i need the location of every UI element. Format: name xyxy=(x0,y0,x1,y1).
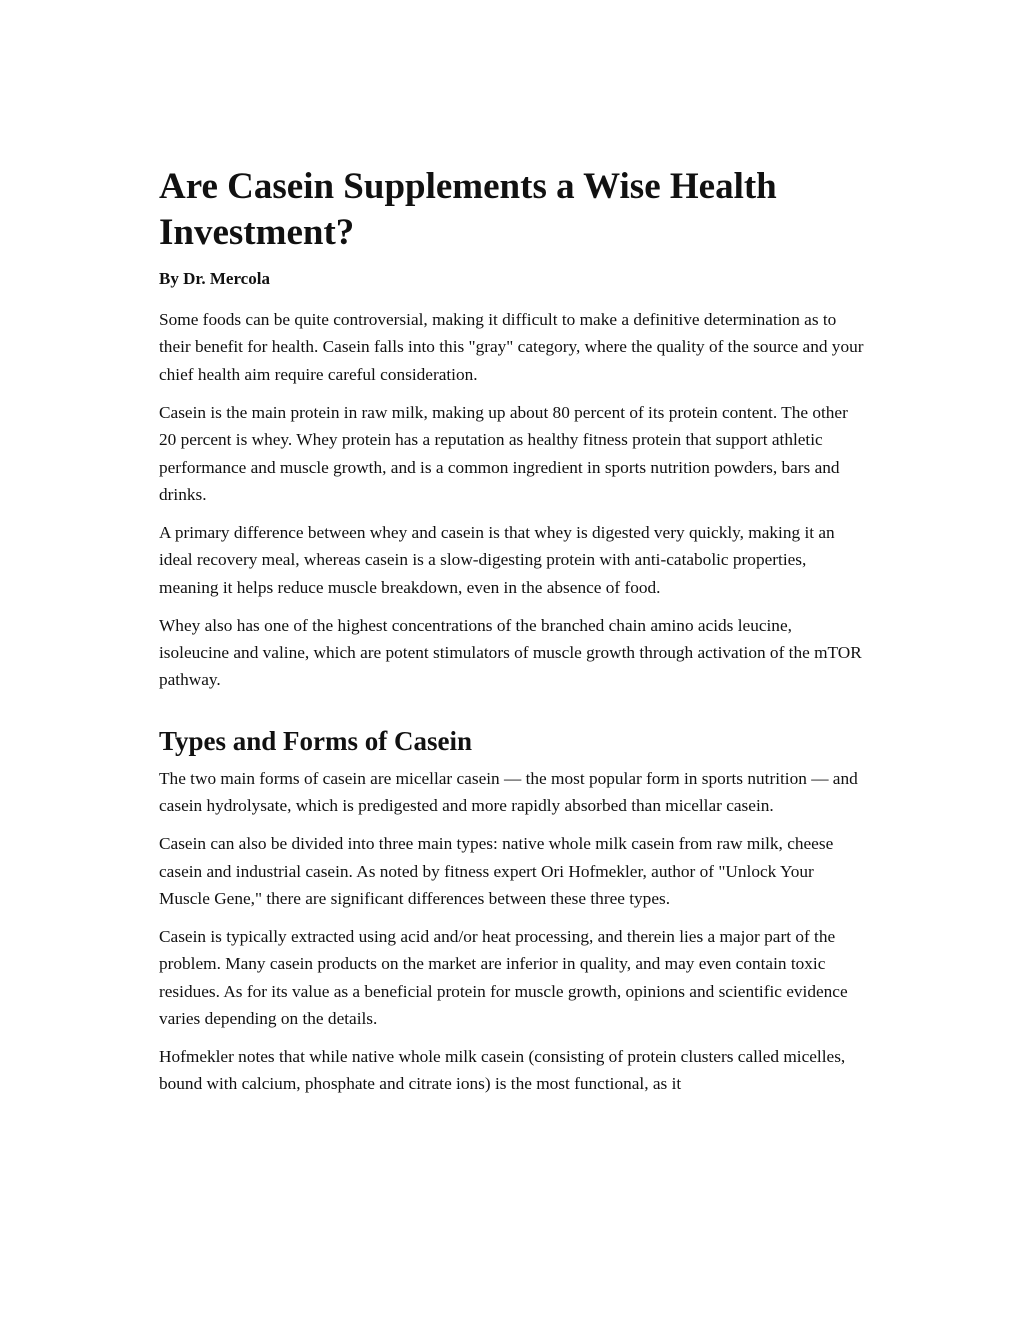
article xyxy=(159,164,865,1108)
paragraph: Hofmekler notes that while native whole milk casein (consisting of protein clusters called micelles, bound with calcium, phosphate and citrate ions) is the most functional, as it xyxy=(159,1046,846,1094)
paragraph: Casein can also be divided into three main types: native whole milk casein from raw milk, cheese casein and industrial casein. As noted by fitness expert Ori Hofmekler, author of "Unlock Your Muscle Gene," there are significant differences between these three types. xyxy=(159,834,834,908)
section-heading: Types and Forms of Casein xyxy=(159,725,473,756)
paragraph: Whey also has one of the highest concentrations of the branched chain amino acids leucine, isoleucine and valine, which are potent stimulators of muscle growth through activation of the mTOR pathway. xyxy=(159,615,862,690)
paragraph: Casein is typically extracted using acid and/or heat processing, and therein lies a major part of the problem. Many casein products on the market are inferior in quality, and may even contain toxic residues. As for its value as a beneficial protein for muscle growth, opinions and scientific evidence varies depending on the details. xyxy=(159,926,848,1029)
paragraph: A primary difference between whey and casein is that whey is digested very quickly, making it an ideal recovery meal, whereas casein is a slow-digesting protein with anti-catabolic properties, meaning it helps reduce muscle breakdown, even in the absence of food. xyxy=(159,522,835,597)
article-title: Are Casein Supplements a Wise Health Investment? xyxy=(159,166,777,253)
article-byline: By Dr. Mercola xyxy=(159,269,270,288)
paragraph: The two main forms of casein are micellar casein — the most popular form in sports nutrition — and casein hydrolysate, which is predigested and more rapidly absorbed than micellar casein. xyxy=(159,768,858,816)
paragraph: Some foods can be quite controversial, making it difficult to make a definitive determination as to their benefit for health. Casein falls into this "gray" category, where the quality of the source and your chief health aim require careful consideration. xyxy=(159,310,864,384)
paragraph: Casein is the main protein in raw milk, making up about 80 percent of its protein content. The other 20 percent is whey. Whey protein has a reputation as healthy fitness protein that support athletic performance and muscle growth, and is a common ingredient in sports nutrition powders, bars and drinks. xyxy=(159,402,848,504)
